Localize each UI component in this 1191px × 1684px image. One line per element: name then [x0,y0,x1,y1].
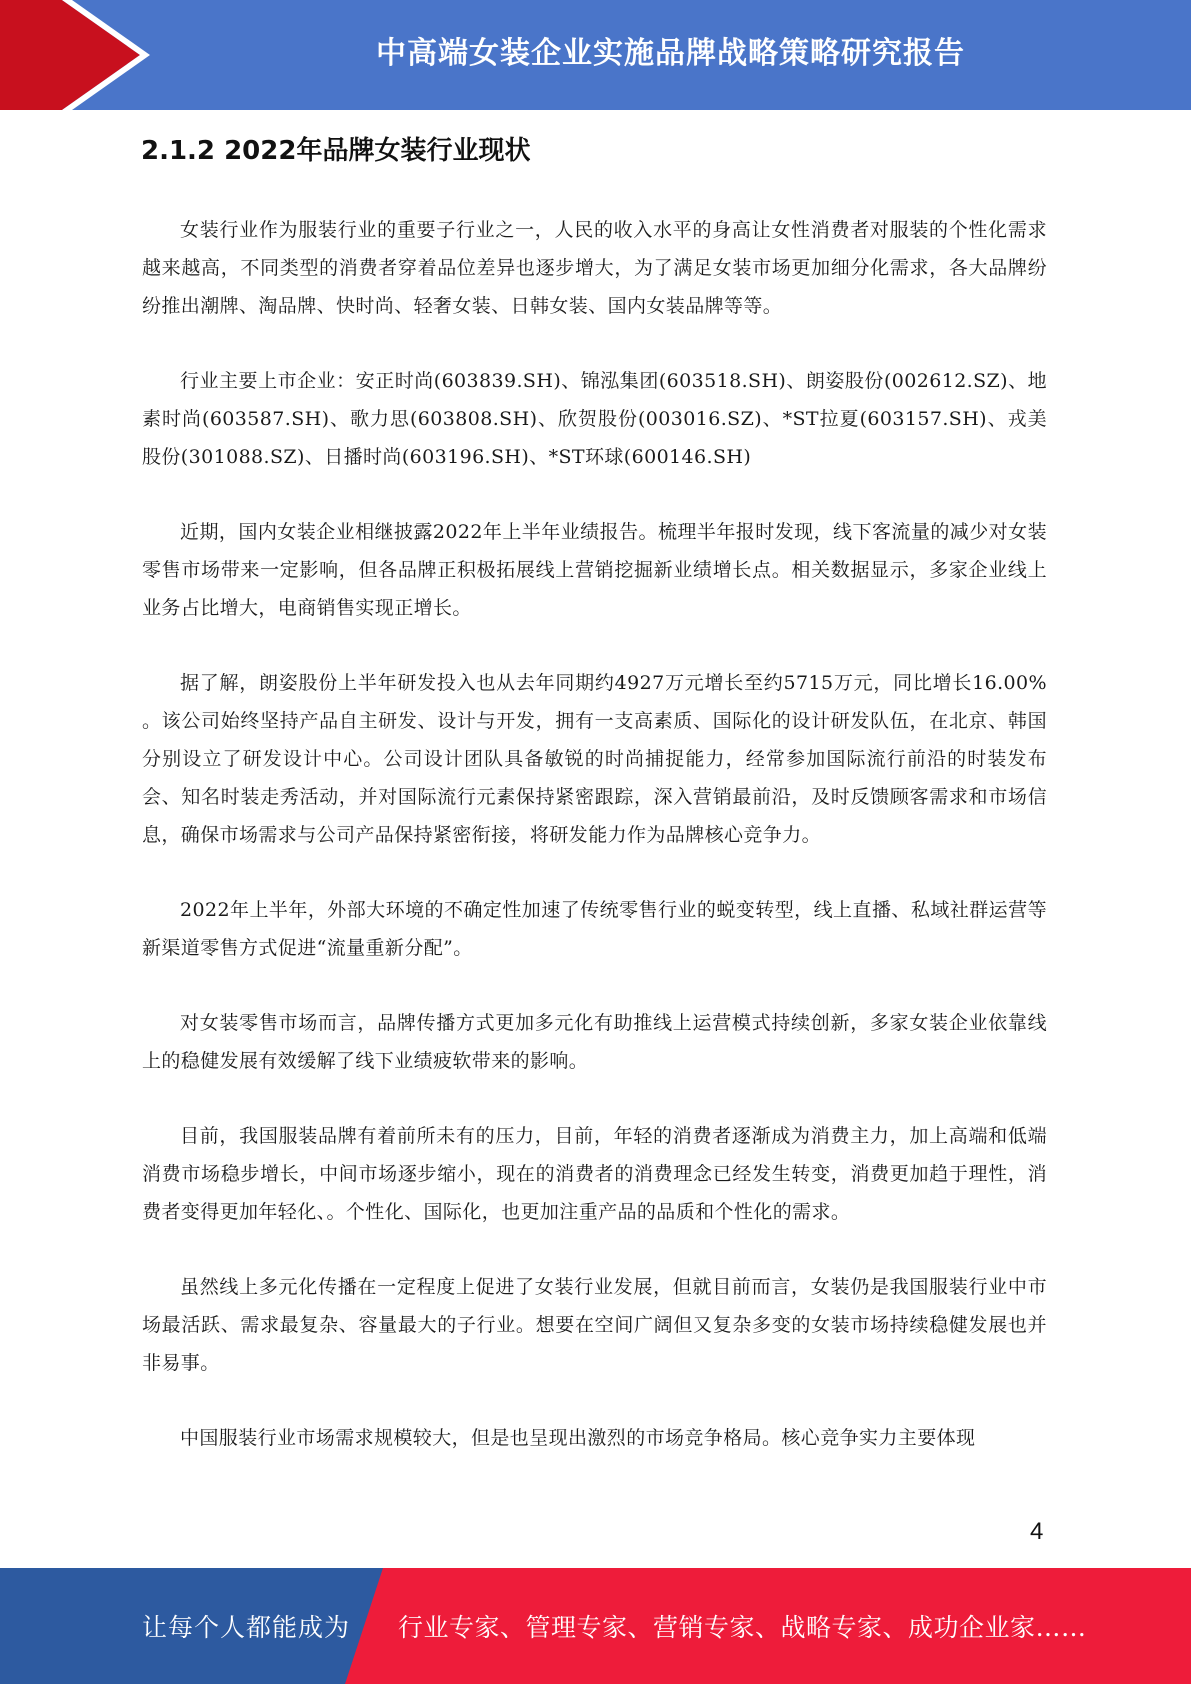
footer-slogan-left: 让每个人都能成为 [142,1613,351,1642]
page-header [0,0,1191,110]
paragraph: 对女装零售市场而言，品牌传播方式更加多元化有助推线上运营模式持续创新，多家女装企业依靠线上的稳健发展有效缓解了线下业绩疲软带来的影响。 [142,1012,1047,1072]
paragraph: 女装行业作为服装行业的重要子行业之一，人民的收入水平的身高让女性消费者对服装的个性化需求越来越高，不同类型的消费者穿着品位差异也逐步增大，为了满足女装市场更加细分化需求，各大品牌纷纷推出潮牌、淘品牌、快时尚、轻奢女装、日韩女装、国内女装品牌等等。 [142,219,1047,317]
paragraph: 据了解，朗姿股份上半年研发投入也从去年同期约4927万元增长至约5715万元，同比增长16.00% 。该公司始终坚持产品自主研发、设计与开发，拥有一支高素质、国际化的设计研发队伍，在北京、韩国分别设立了研发设计中心。公司设计团队具备敏锐的时尚捕捉能力，经常参加国际流行前沿的时装发布会、知名时装走秀活动，并对国际流行元素保持紧密跟踪，深入营销最前沿，及时反馈顾客需求和市场信息，确保市场需求与公司产品保持紧密衔接，将研发能力作为品牌核心竞争力。 [142,672,1047,846]
page-footer [0,1568,1191,1684]
page-number: 4 [1030,1518,1044,1545]
report-title: 中高端女装企业实施品牌战略策略研究报告 [376,36,965,71]
paragraph: 2022年上半年，外部大环境的不确定性加速了传统零售行业的蜕变转型，线上直播、私域社群运营等新渠道零售方式促进“流量重新分配”。 [142,899,1047,959]
footer-slogan-right: 行业专家、管理专家、营销专家、战略专家、成功企业家…… [398,1613,1087,1642]
section-heading: 2.1.2 2022年品牌女装行业现状 [141,136,531,166]
paragraph: 行业主要上市企业：安正时尚(603839.SH)、锦泓集团(603518.SH)、朗姿股份(002612.SZ)、地素时尚(603587.SH)、歌力思(603808.SH)、欣贺股份(003016.SZ)、*ST拉夏(603157.SH)、戎美股份(301088.SZ)、日播时尚(603196.SH)、*ST环球(600146.SH) [142,370,1047,468]
red-arrow-decoration [0,0,160,110]
body-text [142,211,1047,1494]
paragraph: 中国服装行业市场需求规模较大，但是也呈现出激烈的市场竞争格局。核心竞争实力主要体现 [180,1427,976,1449]
paragraph: 虽然线上多元化传播在一定程度上促进了女装行业发展，但就目前而言，女装仍是我国服装行业中市场最活跃、需求最复杂、容量最大的子行业。想要在空间广阔但又复杂多变的女装市场持续稳健发展也并非易事。 [142,1276,1047,1374]
paragraph: 近期，国内女装企业相继披露2022年上半年业绩报告。梳理半年报时发现，线下客流量的减少对女装零售市场带来一定影响，但各品牌正积极拓展线上营销挖掘新业绩增长点。相关数据显示，多家企业线上业务占比增大，电商销售实现正增长。 [142,521,1047,619]
paragraph: 目前，我国服装品牌有着前所未有的压力，目前，年轻的消费者逐渐成为消费主力，加上高端和低端消费市场稳步增长，中间市场逐步缩小，现在的消费者的消费理念已经发生转变，消费更加趋于理性，消费者变得更加年轻化、。个性化、国际化，也更加注重产品的品质和个性化的需求。 [142,1125,1047,1223]
